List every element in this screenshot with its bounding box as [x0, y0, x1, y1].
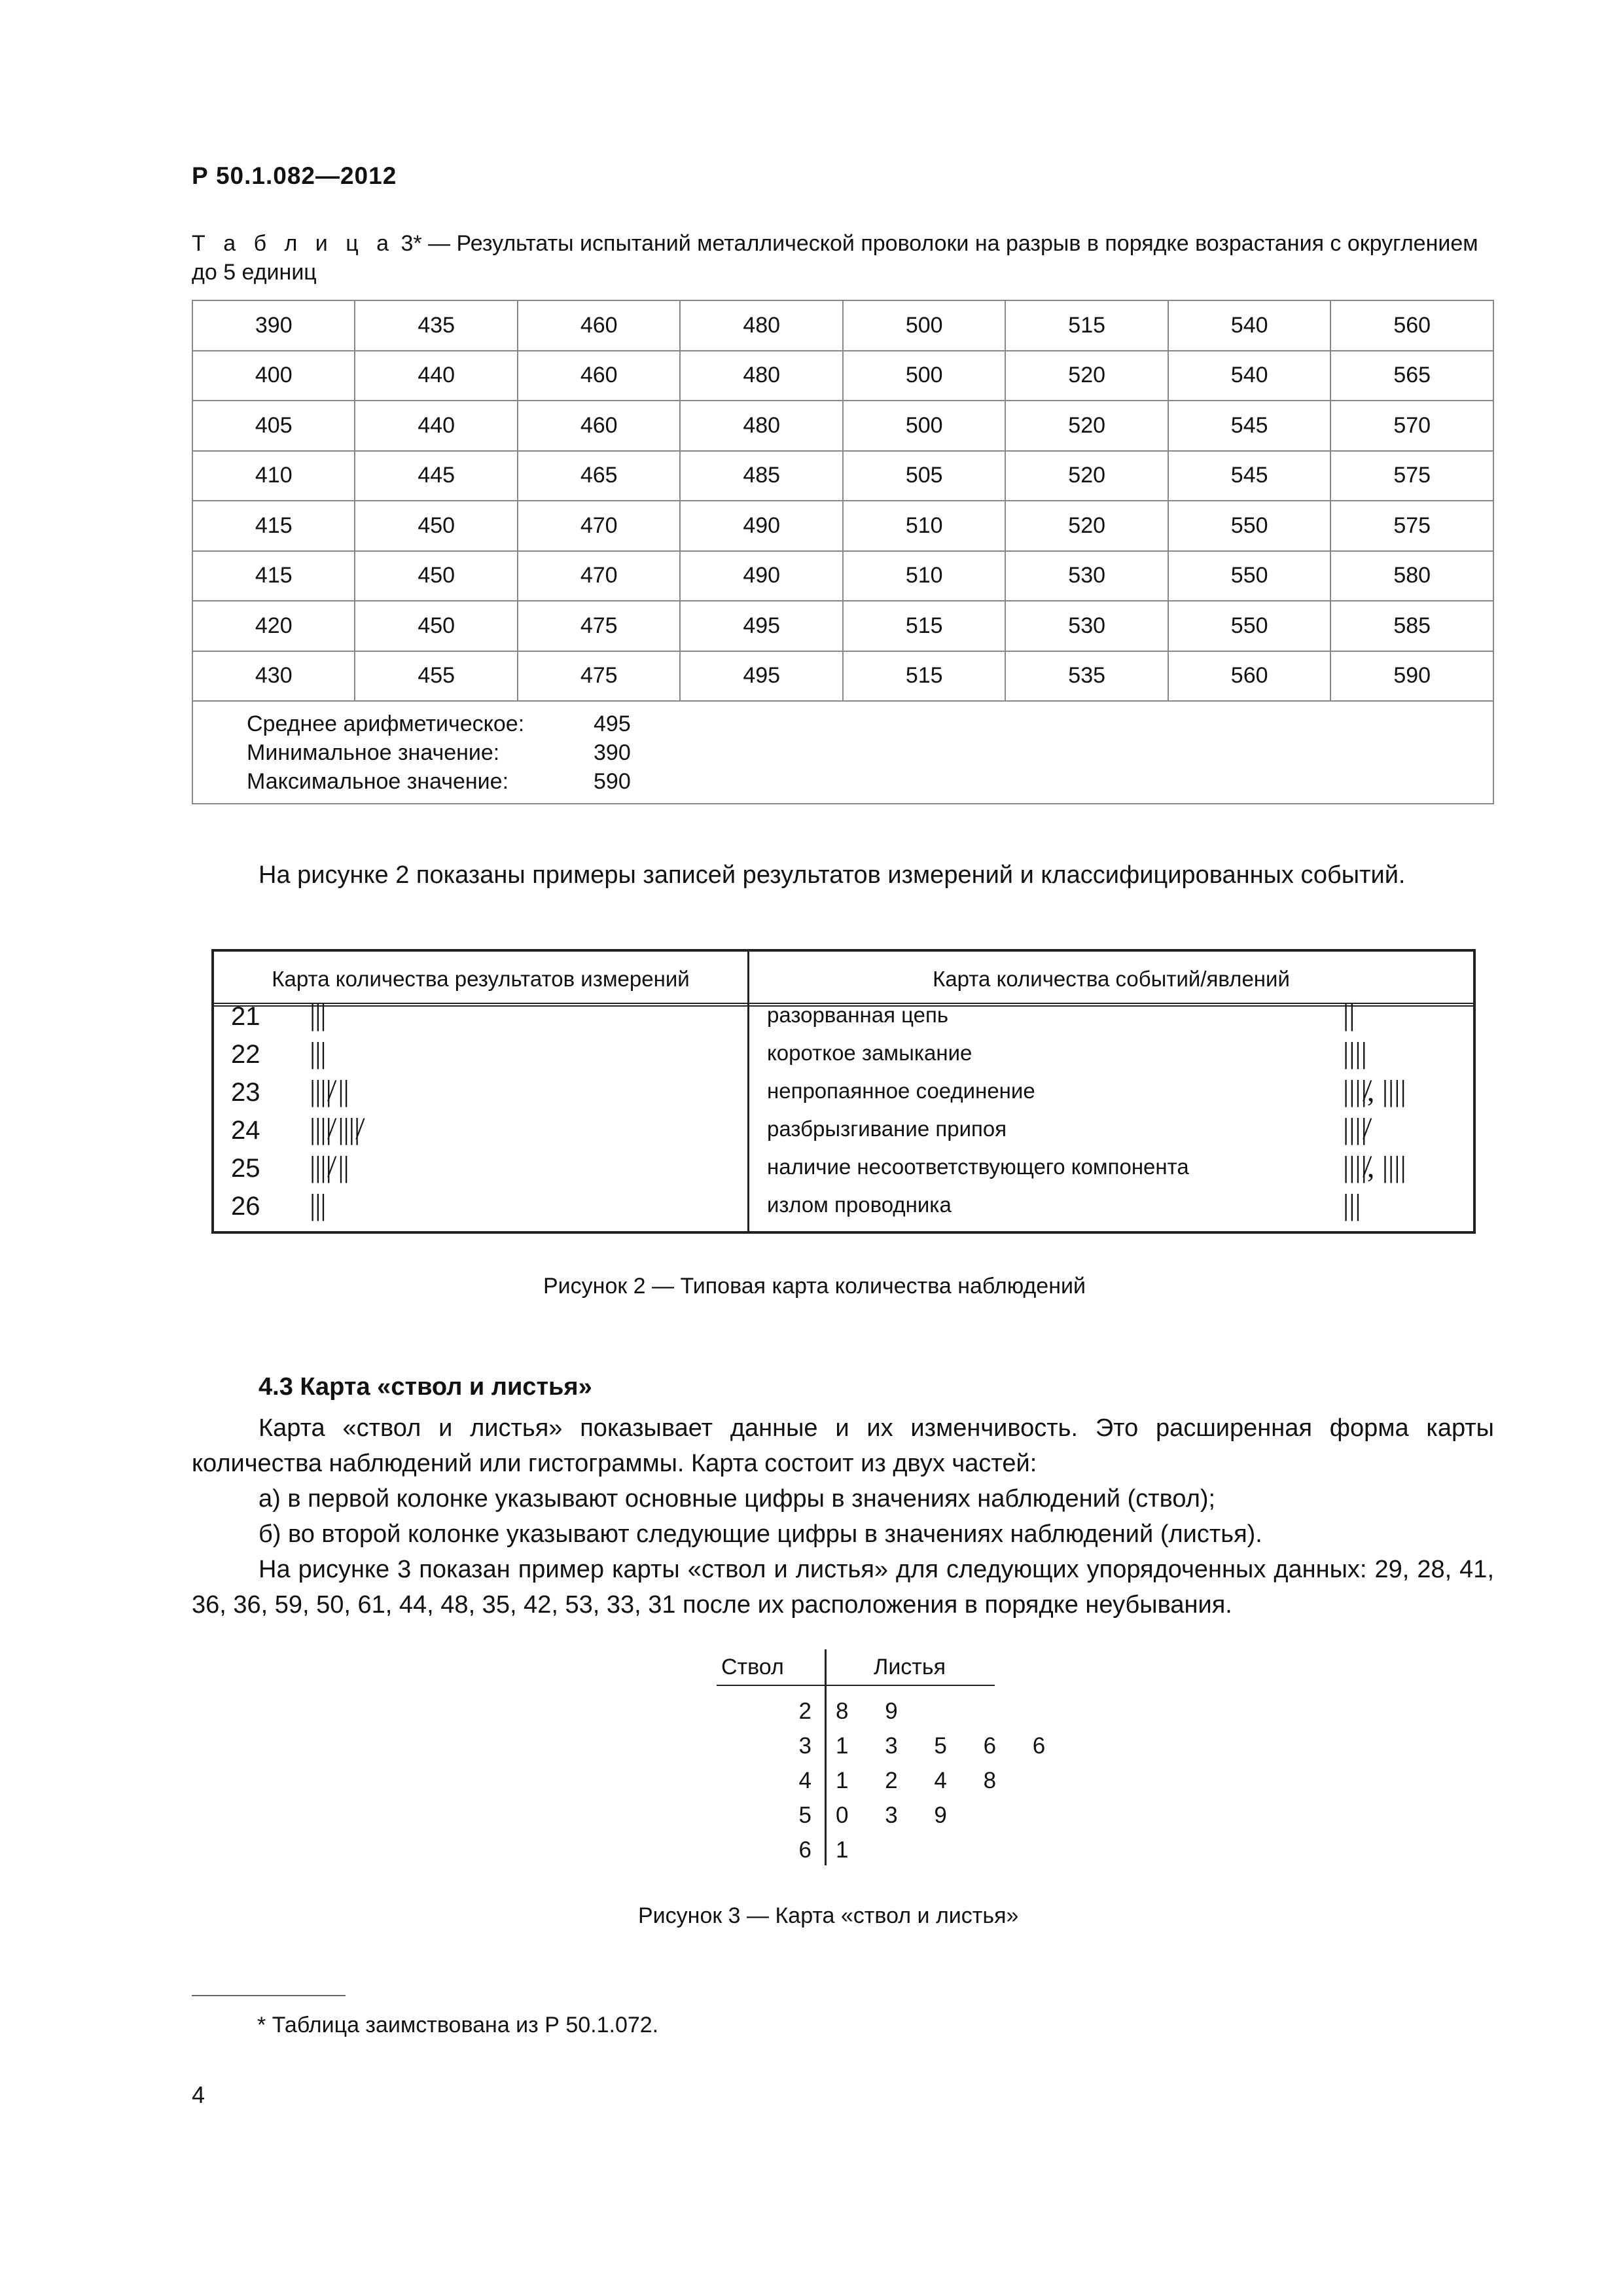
table-row	[192, 601, 1493, 651]
event-tally-marks: ||	[1343, 998, 1355, 1031]
table-cell: 450	[355, 601, 517, 651]
leaf-values: 1	[836, 1837, 864, 1863]
event-tally-marks: |||	[1343, 1188, 1361, 1221]
table-cell: 450	[355, 551, 517, 601]
table-cell: 470	[518, 501, 680, 551]
section-paragraph-1-text: Карта «ствол и листья» показывает данные и их изменчивость. Это расширенная форма карты количества наблюдений или гистограммы. Карта состоит из двух частей:	[192, 1414, 1494, 1477]
stem-value: 4	[798, 1768, 812, 1793]
table-row	[192, 651, 1493, 702]
list-item-a: а) в первой колонке указывают основные цифры в значениях наблюдений (ствол);	[259, 1485, 1216, 1513]
section-paragraph-2	[192, 1552, 1494, 1623]
event-tally-marks: ||||̸, ||||	[1343, 1074, 1406, 1107]
table-row	[192, 451, 1493, 501]
stem-value: 3	[798, 1733, 812, 1759]
tally-marks: ||||̸ ||	[310, 1074, 349, 1107]
measurement-value: 26	[231, 1192, 260, 1221]
measurement-value: 21	[231, 1002, 260, 1031]
table-cell: 415	[192, 501, 355, 551]
summary-label: Максимальное значение:	[247, 768, 509, 794]
table-cell: 440	[355, 401, 517, 451]
table-cell: 485	[680, 451, 842, 501]
summary-line	[247, 767, 1493, 796]
stem-value: 2	[798, 1698, 812, 1724]
summary-cell	[192, 701, 1493, 804]
tally-marks: ||||̸ ||||̸	[310, 1112, 360, 1145]
right-card-header: Карта количества событий/явлений	[749, 952, 1473, 1007]
table-cell: 465	[518, 451, 680, 501]
summary-row	[192, 701, 1493, 804]
document-code: Р 50.1.082—2012	[192, 162, 397, 189]
table-cell: 550	[1168, 551, 1330, 601]
event-label: короткое замыкание	[767, 1041, 972, 1065]
event-tally-marks: ||||̸, ||||	[1343, 1150, 1406, 1183]
table-cell: 495	[680, 601, 842, 651]
table-cell: 520	[1005, 351, 1168, 401]
intro-paragraph: На рисунке 2 показаны примеры записей результатов измерений и классифицированных событий.	[259, 861, 1406, 889]
table-cell: 400	[192, 351, 355, 401]
table-cell: 490	[680, 501, 842, 551]
measurement-row	[231, 1186, 326, 1224]
table-cell: 480	[680, 351, 842, 401]
results-table	[192, 300, 1494, 804]
leaf-values: 8 9	[836, 1698, 913, 1724]
table-cell: 575	[1330, 451, 1493, 501]
table-cell: 390	[192, 300, 355, 351]
page-number: 4	[192, 2081, 205, 2108]
table-cell: 530	[1005, 601, 1168, 651]
table-cell: 515	[1005, 300, 1168, 351]
stem-and-leaf-chart	[707, 1649, 1061, 1865]
event-label: наличие несоответствующего компонента	[767, 1155, 1189, 1179]
measurement-value: 22	[231, 1040, 260, 1069]
table-cell: 455	[355, 651, 517, 702]
table-cell: 520	[1005, 401, 1168, 451]
table-caption-label: Т а б л и ц а	[192, 231, 395, 256]
measurement-row	[231, 1072, 349, 1110]
table-cell: 480	[680, 300, 842, 351]
table-row	[192, 300, 1493, 351]
stem-leaf-divider	[825, 1649, 827, 1865]
measurement-value: 24	[231, 1116, 260, 1145]
table-cell: 585	[1330, 601, 1493, 651]
table-cell: 550	[1168, 601, 1330, 651]
table-cell: 475	[518, 651, 680, 702]
stem-header: Ствол	[721, 1655, 784, 1679]
table-cell: 430	[192, 651, 355, 702]
table-cell: 560	[1330, 300, 1493, 351]
table-cell: 495	[680, 651, 842, 702]
table-cell: 515	[843, 651, 1005, 702]
leaf-values: 0 3 9	[836, 1803, 962, 1828]
measurement-row	[231, 1148, 349, 1186]
summary-line	[247, 738, 1493, 767]
figure-2-tally-card	[211, 949, 1476, 1234]
table-cell: 545	[1168, 451, 1330, 501]
table-cell: 415	[192, 551, 355, 601]
leaf-values: 1 3 5 6 6	[836, 1733, 1061, 1759]
summary-label: Минимальное значение:	[247, 740, 500, 765]
event-label: непропаянное соединение	[767, 1079, 1035, 1103]
footnote-rule	[192, 1995, 346, 1996]
table-cell: 520	[1005, 451, 1168, 501]
event-label: разорванная цепь	[767, 1003, 949, 1027]
event-tally-marks: ||||	[1343, 1036, 1367, 1069]
table-cell: 560	[1168, 651, 1330, 702]
table-cell: 500	[843, 300, 1005, 351]
table-cell: 500	[843, 351, 1005, 401]
table-cell: 480	[680, 401, 842, 451]
summary-label: Среднее арифметическое:	[247, 711, 525, 736]
measurement-row	[231, 1110, 359, 1148]
table-cell: 510	[843, 551, 1005, 601]
table-cell: 505	[843, 451, 1005, 501]
table-row	[192, 401, 1493, 451]
table-cell: 490	[680, 551, 842, 601]
table-cell: 575	[1330, 501, 1493, 551]
table-cell: 540	[1168, 351, 1330, 401]
table-cell: 460	[518, 300, 680, 351]
table-cell: 445	[355, 451, 517, 501]
table-cell: 535	[1005, 651, 1168, 702]
leaf-header: Листья	[874, 1655, 946, 1679]
table-cell: 420	[192, 601, 355, 651]
table-cell: 545	[1168, 401, 1330, 451]
tally-marks: |||	[310, 998, 326, 1031]
left-card-header: Карта количества результатов измерений	[214, 952, 747, 1007]
table-cell: 435	[355, 300, 517, 351]
stem-value: 6	[798, 1837, 812, 1863]
table-cell: 410	[192, 451, 355, 501]
table-cell: 470	[518, 551, 680, 601]
summary-value: 495	[594, 711, 631, 736]
table-cell: 580	[1330, 551, 1493, 601]
table-cell: 510	[843, 501, 1005, 551]
tally-marks: ||||̸ ||	[310, 1150, 349, 1183]
measurement-row	[231, 1034, 326, 1072]
section-paragraph-1	[192, 1410, 1494, 1481]
header-rule	[717, 1685, 995, 1686]
table-cell: 540	[1168, 300, 1330, 351]
table-cell: 475	[518, 601, 680, 651]
summary-line	[247, 709, 1493, 738]
table-row	[192, 551, 1493, 601]
event-tally-marks: ||||̸	[1343, 1112, 1367, 1145]
table-caption	[192, 229, 1494, 287]
figure-2-caption: Рисунок 2 — Типовая карта количества наблюдений	[543, 1274, 1086, 1299]
tally-marks: |||	[310, 1188, 326, 1221]
table-caption-text: 3* — Результаты испытаний металлической проволоки на разрыв в порядке возрастания с округлением до 5 единиц	[192, 231, 1478, 285]
table-row	[192, 501, 1493, 551]
stem-value: 5	[798, 1803, 812, 1828]
table-cell: 520	[1005, 501, 1168, 551]
table-cell: 530	[1005, 551, 1168, 601]
tally-marks: |||	[310, 1036, 326, 1069]
measurement-value: 23	[231, 1078, 260, 1107]
table-cell: 460	[518, 351, 680, 401]
table-cell: 460	[518, 401, 680, 451]
figure-3-caption: Рисунок 3 — Карта «ствол и листья»	[638, 1903, 1019, 1928]
section-heading: 4.3 Карта «ствол и листья»	[259, 1373, 592, 1401]
list-item-b: б) во второй колонке указывают следующие цифры в значениях наблюдений (листья).	[259, 1520, 1262, 1548]
table-cell: 570	[1330, 401, 1493, 451]
event-label: разбрызгивание припоя	[767, 1117, 1007, 1141]
summary-value: 390	[594, 740, 631, 765]
section-paragraph-2-text: На рисунке 3 показан пример карты «ствол и листья» для следующих упорядоченных данных: 29, 28, 41, 36, 36, 59, 50, 61, 44, 48, 35, 42, 53, 33, 31 после их расположения в порядке неубывания.	[192, 1556, 1494, 1619]
measurement-value: 25	[231, 1154, 260, 1183]
footnote: * Таблица заимствована из Р 50.1.072.	[257, 2013, 659, 2037]
table-cell: 565	[1330, 351, 1493, 401]
measurement-row	[231, 996, 326, 1034]
table-cell: 450	[355, 501, 517, 551]
table-cell: 590	[1330, 651, 1493, 702]
card-divider	[747, 952, 749, 1231]
table-cell: 440	[355, 351, 517, 401]
leaf-values: 1 2 4 8	[836, 1768, 1012, 1793]
table-cell: 405	[192, 401, 355, 451]
table-cell: 550	[1168, 501, 1330, 551]
table-cell: 515	[843, 601, 1005, 651]
table-row	[192, 351, 1493, 401]
event-label: излом проводника	[767, 1193, 952, 1217]
summary-value: 590	[594, 768, 631, 794]
table-cell: 500	[843, 401, 1005, 451]
